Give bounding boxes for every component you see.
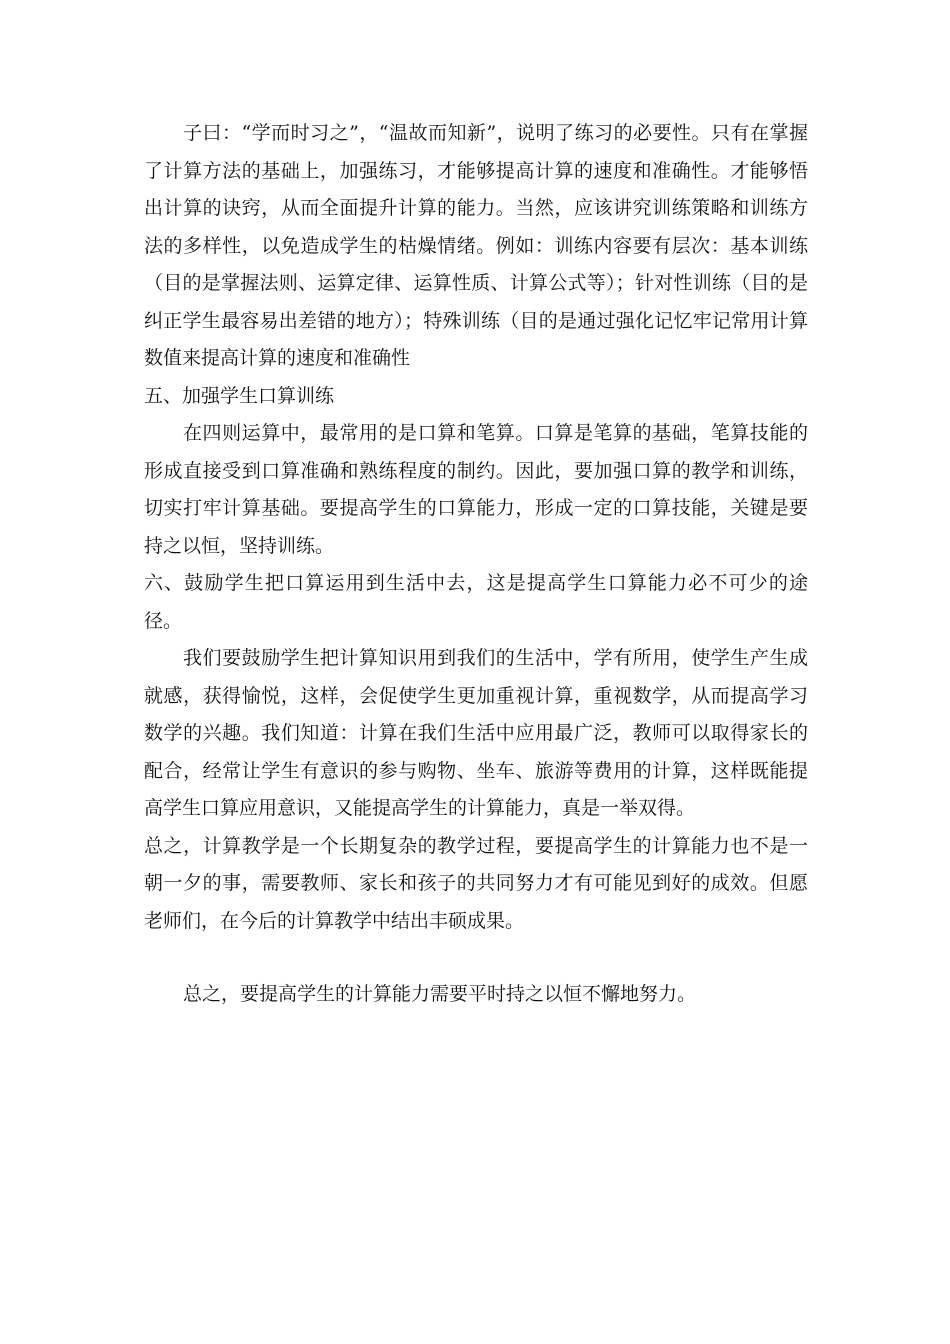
- paragraph-oral-training: 在四则运算中，最常用的是口算和笔算。口算是笔算的基础，笔算技能的形成直接受到口算准确和熟练程度的制约。因此，要加强口算的教学和训练，切实打牢计算基础。要提高学生的口算能力，形成一定的口算技能，关键是要持之以恒，坚持训练。: [144, 422, 808, 557]
- paragraph-practice: 子曰：“学而时习之”，“温故而知新”，说明了练习的必要性。只有在掌握了计算方法的基础上，加强练习，才能够提高计算的速度和准确性。才能够悟出计算的诀窍，从而全面提升计算的能力。当然，应该讲究训练策略和训练方法的多样性，以免造成学生的枯燥情绪。例如：训练内容要有层次：基本训练（目的是掌握法则、运算定律、运算性质、计算公式等）；针对性训练（目的是纠正学生最容易出差错的地方）；特殊训练（目的是通过强化记忆牢记常用计算数值来提高计算的速度和准确性: [144, 122, 808, 369]
- paragraph-conclusion: 总之，要提高学生的计算能力需要平时持之以恒不懈地努力。: [183, 983, 697, 1005]
- section-heading-six: 六、鼓励学生把口算运用到生活中去，这是提高学生口算能力必不可少的途径。: [144, 572, 808, 632]
- document-body: [144, 115, 808, 1014]
- section-heading-five: 五、加强学生口算训练: [144, 384, 335, 407]
- paragraph-summary: 总之，计算教学是一个长期复杂的教学过程，要提高学生的计算能力也不是一朝一夕的事，需要教师、家长和孩子的共同努力才有可能见到好的成效。但愿老师们，在今后的计算教学中结出丰硕成果。: [144, 834, 808, 932]
- paragraph-daily-life: 我们要鼓励学生把计算知识用到我们的生活中，学有所用，使学生产生成就感，获得愉悦，这样，会促使学生更加重视计算，重视数学，从而提高学习数学的兴趣。我们知道：计算在我们生活中应用最广泛，教师可以取得家长的配合，经常让学生有意识的参与购物、坐车、旅游等费用的计算，这样既能提高学生口算应用意识，又能提高学生的计算能力，真是一举双得。: [144, 647, 808, 819]
